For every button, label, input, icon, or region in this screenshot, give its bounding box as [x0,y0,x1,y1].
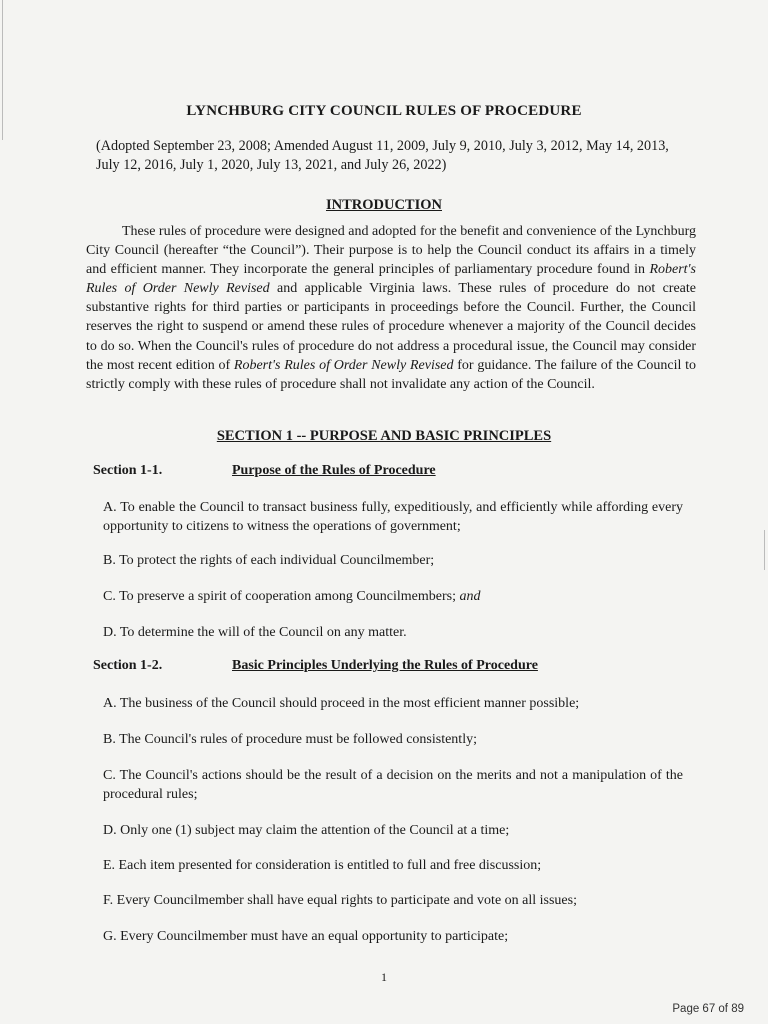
list-item: B. To protect the rights of each individual Councilmember; [103,553,435,568]
adoption-dates: (Adopted September 23, 2008; Amended August 11, 2009, July 9, 2010, July 3, 2012, May 14, 2013, July 12, 2016, July 1, 2020, July 13, 2021, and July 26, 2022) [96,138,669,173]
list-item: C. The Council's actions should be the result of a decision on the merits and not a manipulation of the procedural rules; [103,768,683,802]
list-item-text: C. To preserve a spirit of cooperation among Councilmembers; [103,589,460,604]
section-1-1-title: Purpose of the Rules of Procedure [232,463,436,478]
intro-text: for guidance. The failure of the Council to strictly comply with these rules of procedure shall not invalidate any action of the Council. [86,357,697,392]
list-item: E. Each item presented for consideration is entitled to full and free discussion; [103,858,542,873]
section-1-1-label: Section 1-1. [93,463,163,478]
introduction-heading: INTRODUCTION [325,197,442,213]
introduction-paragraph [86,222,696,394]
intro-italic-title: Robert's Rules of Order Newly Revised [86,262,696,297]
page-footer: Page 67 of 89 [672,1003,744,1015]
page-number: 1 [381,970,387,984]
list-item: A. To enable the Council to transact business fully, expeditiously, and efficiently while affording every opportunity to citizens to witness the operations of government; [103,500,683,534]
list-item [103,587,683,606]
intro-text: These rules of procedure were designed and adopted for the benefit and convenience of the Lynchburg City Council (hereafter “the Council”). Their purpose is to help the Council conduct its affairs in a timely and efficient manner. They incorporate the general principles of parliamentary procedure found in [86,224,696,278]
section-1-heading: SECTION 1 -- PURPOSE AND BASIC PRINCIPLES [216,428,552,444]
intro-text: and applicable Virginia laws. These rules of procedure do not create substantive rights for third parties or participants in proceedings before the Council. Further, the Council reserves the right to suspend or amend these rules of procedure whenever a majority of the Council decides to do so. When the Council's rules of procedure do not address a procedural issue, the Council may consider the most recent edition of [86,281,696,373]
list-item: B. The Council's rules of procedure must be followed consistently; [103,732,477,747]
document-title: LYNCHBURG CITY COUNCIL RULES OF PROCEDURE [186,103,582,119]
intro-italic-title: Robert's Rules of Order Newly Revised [233,357,454,373]
list-item: D. To determine the will of the Council on any matter. [103,625,407,640]
list-item: D. Only one (1) subject may claim the attention of the Council at a time; [103,823,510,838]
list-item: F. Every Councilmember shall have equal rights to participate and vote on all issues; [103,893,577,908]
section-1-2-title: Basic Principles Underlying the Rules of Procedure [232,658,538,673]
list-item-italic: and [459,589,481,604]
list-item: A. The business of the Council should proceed in the most efficient manner possible; [103,696,580,711]
scan-edge-mark [764,530,765,570]
list-item: G. Every Councilmember must have an equal opportunity to participate; [103,929,509,944]
section-1-2-label: Section 1-2. [93,658,163,673]
